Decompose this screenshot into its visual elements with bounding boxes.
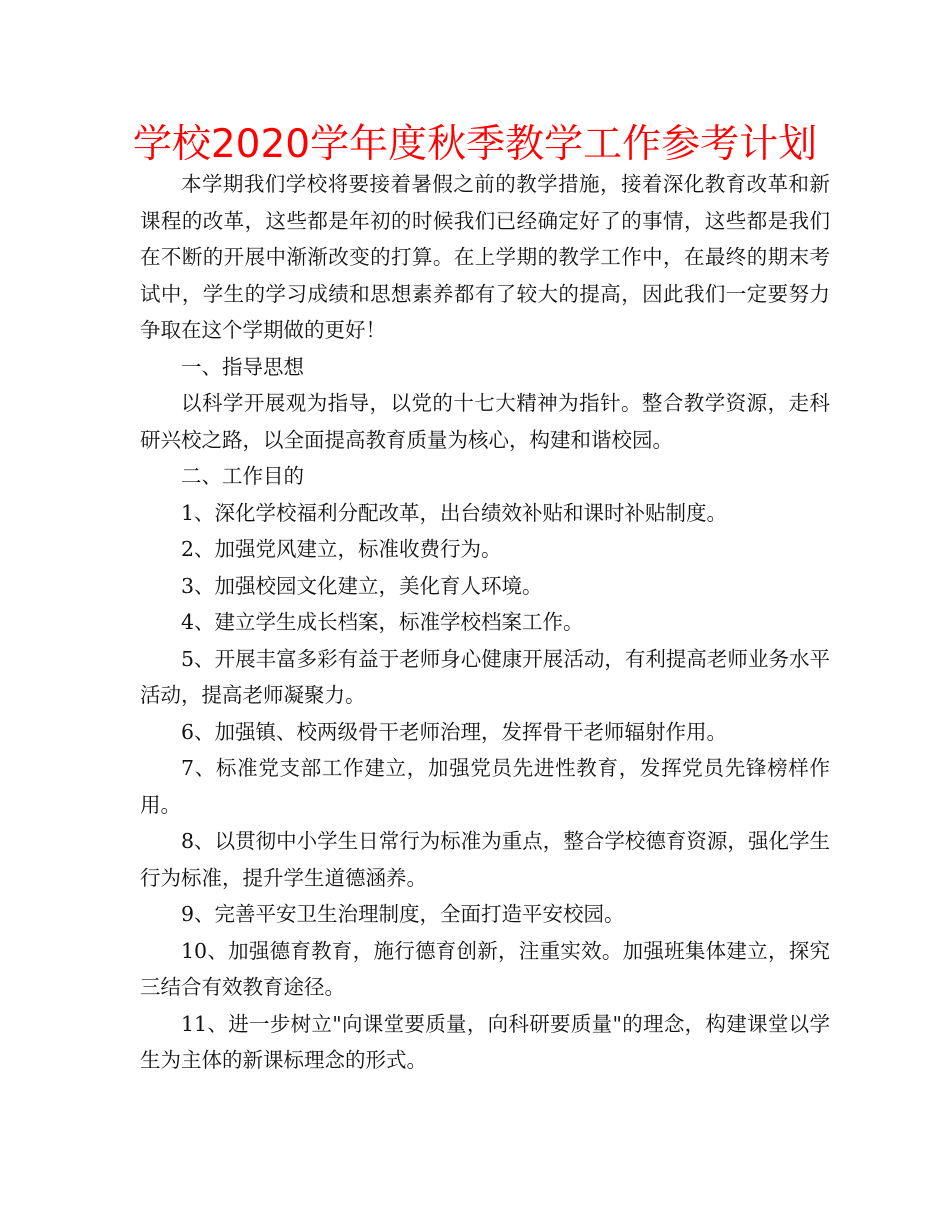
document-title: 学校2020学年度秋季教学工作参考计划 [132,122,818,167]
list-item: 10、加强德育教育，施行德育创新，注重实效。加强班集体建立，探究三结合有效教育途径。 [140,938,830,999]
section-heading-guiding-thought: 一、指导思想 [181,354,304,379]
section-heading-work-goals: 二、工作目的 [181,464,304,488]
list-item: 4、建立学生成长档案，标准学校档案工作。 [181,610,584,634]
list-item: 9、完善平安卫生治理制度，全面打造平安校园。 [181,902,625,926]
list-item: 11、进一步树立"向课堂要质量，向科研要质量"的理念，构建课堂以学生为主体的新课标理念的形式。 [140,1011,830,1072]
list-item: 1、深化学校福利分配改革，出台绩效补贴和课时补贴制度。 [181,500,728,525]
document-body [140,166,830,1079]
list-item: 3、加强校园文化建立，美化育人环境。 [181,573,543,598]
list-item: 8、以贯彻中小学生日常行为标准为重点，整合学校德育资源，强化学生行为标准，提升学生道德涵养。 [140,829,830,890]
list-item: 6、加强镇、校两级骨干老师治理，发挥骨干老师辐射作用。 [181,719,728,744]
list-item: 7、标准党支部工作建立，加强党员先进性教育，发挥党员先锋榜样作用。 [140,756,830,817]
list-item: 2、加强党风建立，标准收费行为。 [181,537,502,561]
guiding-thought-paragraph: 以科学开展观为指导，以党的十七大精神为指针。整合教学资源，走科研兴校之路，以全面提高教育质量为核心，构建和谐校园。 [140,391,830,452]
intro-paragraph: 本学期我们学校将要接着暑假之前的教学措施，接着深化教育改革和新课程的改革，这些都是年初的时候我们已经确定好了的事情，这些都是我们在不断的开展中渐渐改变的打算。在上学期的教学工作中，在最终的期末考试中，学生的学习成绩和思想素养都有了较大的提高，因此我们一定要努力争取在这个学期做的更好！ [140,172,830,342]
list-item: 5、开展丰富多彩有益于老师身心健康开展活动，有利提高老师业务水平活动，提高老师凝聚力。 [140,646,830,707]
